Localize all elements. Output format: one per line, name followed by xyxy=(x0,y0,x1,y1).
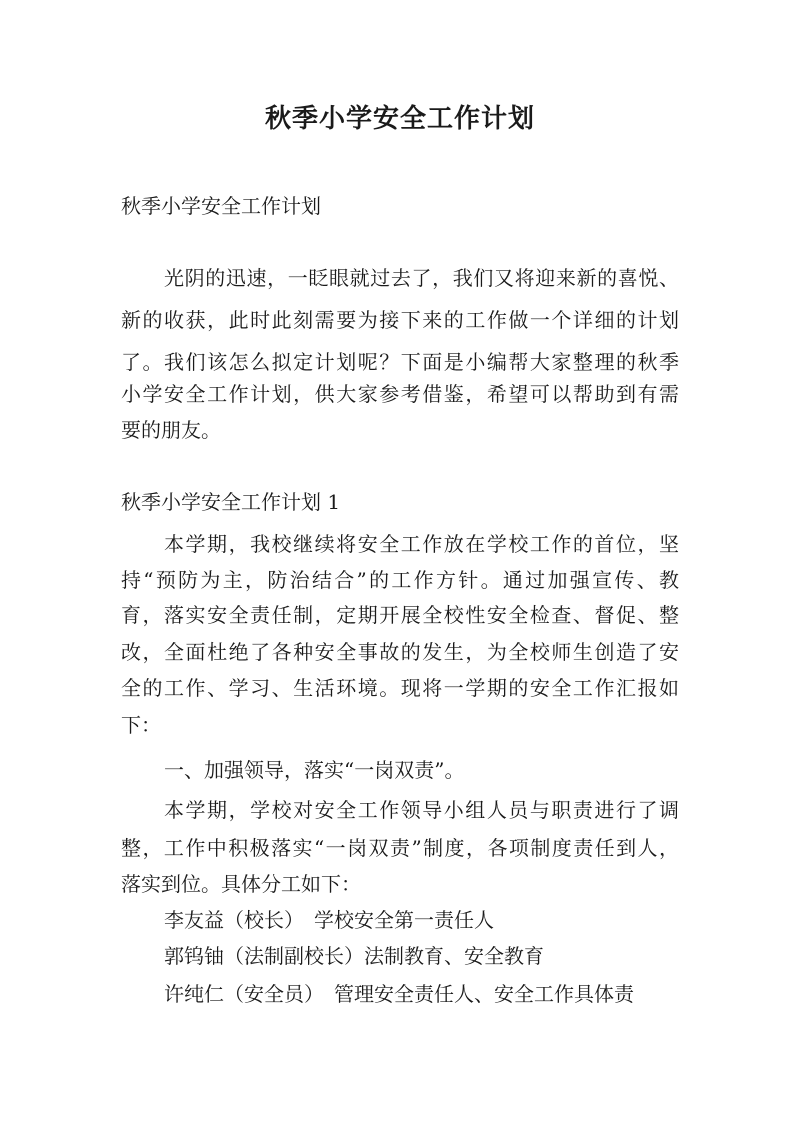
assignment-item: 许纯仁（安全员） 管理安全责任人、安全工作具体责 xyxy=(164,982,634,1006)
point-paragraph-line: 落实到位。具体分工如下： xyxy=(121,872,361,896)
document-title: 秋季小学安全工作计划 xyxy=(264,104,535,134)
assignment-item: 李友益（校长） 学校安全第一责任人 xyxy=(164,908,494,932)
intro-line: 小学安全工作计划，供大家参考借鉴，希望可以帮助到有需 xyxy=(121,382,679,406)
section-paragraph-line: 本学期，我校继续将安全工作放在学校工作的首位，坚 xyxy=(164,532,679,556)
point-heading: 一、加强领导，落实“一岗双责”。 xyxy=(164,758,465,782)
intro-line: 新的收获，此时此刻需要为接下来的工作做一个详细的计划 xyxy=(121,308,679,332)
section-heading: 秋季小学安全工作计划 1 xyxy=(121,490,341,514)
assignment-item: 郭钨铀（法制副校长）法制教育、安全教育 xyxy=(164,944,544,968)
intro-line: 要的朋友。 xyxy=(121,418,221,442)
intro-line: 了。我们该怎么拟定计划呢？下面是小编帮大家整理的秋季 xyxy=(121,350,679,374)
point-paragraph-line: 本学期，学校对安全工作领导小组人员与职责进行了调 xyxy=(164,798,679,822)
document-subtitle: 秋季小学安全工作计划 xyxy=(121,194,321,218)
section-paragraph-line: 下： xyxy=(121,713,161,737)
section-paragraph-line: 育，落实安全责任制，定期开展全校性安全检查、督促、整 xyxy=(121,603,679,627)
intro-line: 光阴的迅速，一眨眼就过去了，我们又将迎来新的喜悦、 xyxy=(164,266,679,290)
point-paragraph-line: 整，工作中积极落实“一岗双责”制度，各项制度责任到人， xyxy=(121,836,679,860)
section-paragraph-line: 改，全面杜绝了各种安全事故的发生，为全校师生创造了安 xyxy=(121,640,679,664)
section-paragraph-line: 持“预防为主，防治结合”的工作方针。通过加强宣传、教 xyxy=(121,568,679,592)
section-paragraph-line: 全的工作、学习、生活环境。现将一学期的安全工作汇报如 xyxy=(121,676,679,700)
